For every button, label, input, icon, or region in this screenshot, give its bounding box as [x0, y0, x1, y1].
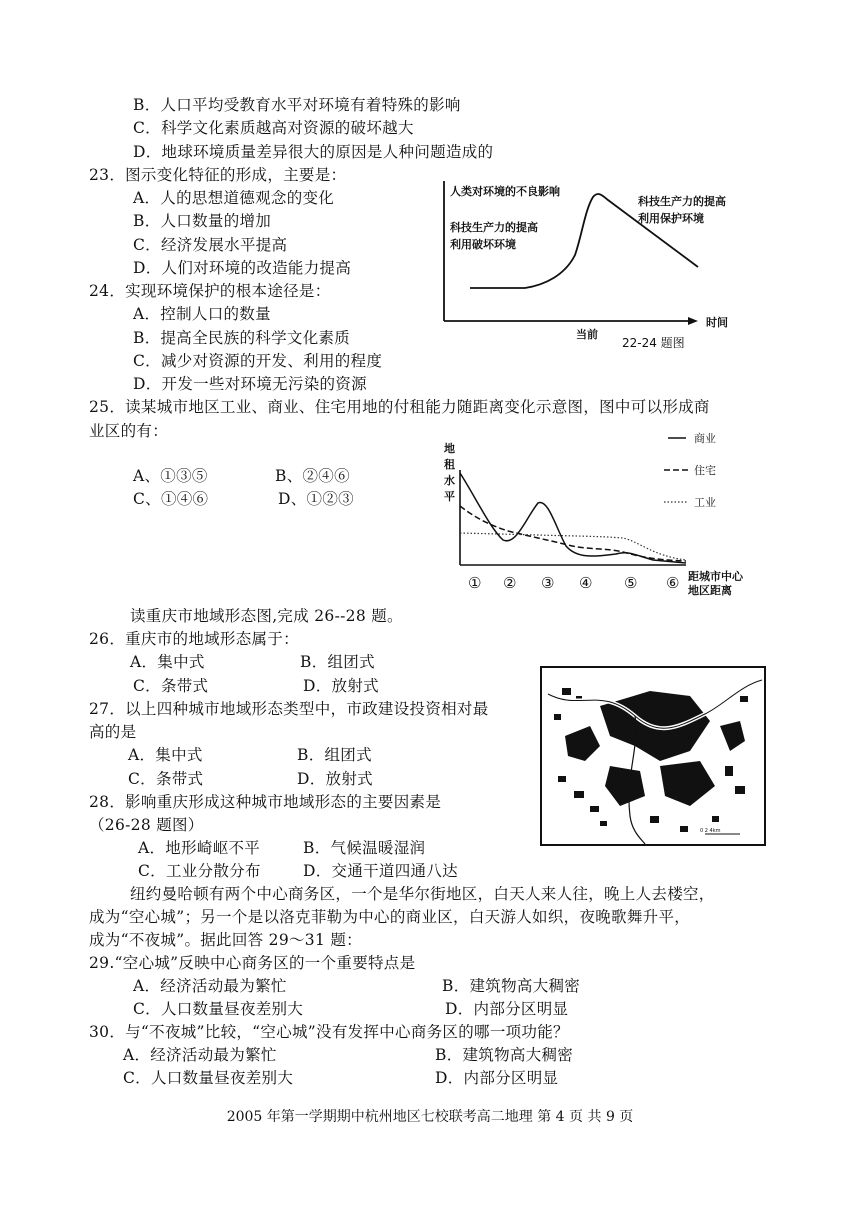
fig2-y-label-1: 地: [444, 442, 455, 455]
legend-residential-label: 住宅: [694, 464, 716, 477]
q24-option-d: D．开发一些对环境无污染的资源: [133, 375, 367, 393]
nyc-intro-line1: 纽约曼哈顿有两个中心商务区，一个是华尔街地区，白天人来人往，晚上人去楼空，: [130, 885, 715, 903]
q26-stem: 26．重庆市的地域形态属于：: [89, 630, 299, 648]
fig1-caption: 22-24 题图: [622, 336, 685, 350]
nyc-intro-line3: 成为“不夜城”。据此回答 29～31 题：: [89, 931, 362, 949]
q30-option-d: D．内部分区明显: [435, 1069, 559, 1087]
fig1-right-note-1: 科技生产力的提高: [638, 195, 726, 208]
q27-option-d: D．放射式: [297, 770, 373, 788]
fig2-y-label-2: 租: [444, 458, 455, 471]
q26-option-c: C．条带式: [133, 677, 209, 695]
q30-option-c: C．人口数量昼夜差别大: [123, 1069, 294, 1087]
nyc-intro-line2: 成为“空心城”；另一个是以洛克菲勒为中心的商业区，白天游人如织，夜晚歌舞升平，: [89, 908, 691, 926]
map-scale: 0 2 4km: [700, 828, 721, 834]
q27-option-c: C．条带式: [128, 770, 204, 788]
fig1-right-note-2: 利用保护环境: [638, 212, 704, 225]
fig1-x-label: 时间: [706, 316, 728, 329]
intro-26-28: 读重庆市地域形态图,完成 26--28 题。: [130, 607, 403, 625]
figure-environment-impact: [430, 175, 760, 360]
q23-option-c: C．经济发展水平提高: [133, 236, 288, 254]
q25-stem-line1: 25．读某城市地区工业、商业、住宅用地的付租能力随距离变化示意图，图中可以形成商: [89, 398, 710, 416]
q27-stem-line2: 高的是: [89, 723, 137, 741]
x-axis-arrow: [688, 317, 698, 325]
q28-option-b: B．气候温暖湿润: [303, 839, 426, 857]
q25-option-a: A、①③⑤: [133, 467, 208, 485]
fig2-x-label-2: 地区距离: [688, 584, 732, 597]
q24-option-a: A．控制人口的数量: [133, 305, 271, 323]
q29-stem: 29.“空心城”反映中心商务区的一个重要特点是: [89, 954, 416, 972]
q29-option-a: A．经济活动最为繁忙: [133, 977, 287, 995]
legend-industrial-label: 工业: [694, 496, 716, 509]
fig1-y-label: 人类对环境的不良影响: [450, 185, 560, 198]
tick-4: ④: [579, 574, 593, 592]
fig1-left-note-1: 科技生产力的提高: [450, 221, 538, 234]
q27-option-a: A．集中式: [128, 746, 203, 764]
q30-option-a: A．经济活动最为繁忙: [123, 1046, 277, 1064]
q27-stem-line1: 27．以上四种城市地域形态类型中，市政建设投资相对最: [89, 700, 489, 718]
q25-option-c: C、①④⑥: [133, 490, 209, 508]
fig2-x-label-1: 距城市中心: [688, 570, 743, 583]
q27-option-b: B．组团式: [297, 746, 372, 764]
q23-option-a: A．人的思想道德观念的变化: [133, 189, 335, 207]
figure-bid-rent: [438, 428, 758, 600]
q22-option-c: C．科学文化素质越高对资源的破坏越大: [133, 119, 414, 137]
q28-option-d: D．交通干道四通八达: [303, 862, 458, 880]
q28-option-c: C．工业分散分布: [138, 862, 261, 880]
q26-option-a: A．集中式: [130, 653, 205, 671]
q24-option-b: B．提高全民族的科学文化素质: [133, 329, 351, 347]
fig2-y-label-4: 平: [444, 490, 455, 503]
fig2-y-label-3: 水: [444, 474, 455, 487]
q26-option-d: D．放射式: [303, 677, 379, 695]
fig1-left-note-2: 利用破坏环境: [450, 238, 516, 251]
q24-option-c: C．减少对资源的开发、利用的程度: [133, 352, 383, 370]
q25-stem-line2: 业区的有：: [89, 422, 169, 440]
q30-option-b: B．建筑物高大稠密: [435, 1046, 574, 1064]
commercial-curve: [460, 473, 686, 563]
legend-commercial-label: 商业: [694, 432, 716, 445]
tick-2: ②: [503, 574, 517, 592]
figure-chongqing-map: [540, 666, 766, 846]
q28-stem-line2: （26-28 题图）: [89, 816, 204, 834]
q25-option-b: B、②④⑥: [275, 467, 350, 485]
fig1-now-label: 当前: [576, 328, 598, 341]
q23-option-d: D．人们对环境的改造能力提高: [133, 259, 352, 277]
tick-1: ①: [468, 574, 482, 592]
q24-stem: 24．实现环境保护的根本途径是：: [89, 282, 331, 300]
q28-option-a: A．地形崎岖不平: [138, 839, 261, 857]
q25-option-d: D、①②③: [278, 490, 354, 508]
q26-option-b: B．组团式: [300, 653, 375, 671]
q23-stem: 23．图示变化特征的形成，主要是：: [89, 166, 347, 184]
q28-stem-line1: 28．影响重庆形成这种城市地域形态的主要因素是: [89, 793, 442, 811]
tick-3: ③: [541, 574, 555, 592]
residential-curve: [460, 506, 686, 561]
q29-option-d: D．内部分区明显: [445, 1000, 569, 1018]
tick-5: ⑤: [624, 574, 638, 592]
q29-option-b: B．建筑物高大稠密: [442, 977, 581, 995]
q22-option-d: D．地球环境质量差异很大的原因是人种问题造成的: [133, 143, 494, 161]
page-footer: 2005 年第一学期期中杭州地区七校联考高二地理 第 4 页 共 9 页: [226, 1109, 634, 1125]
q29-option-c: C．人口数量昼夜差别大: [133, 1000, 304, 1018]
tick-6: ⑥: [666, 574, 680, 592]
q23-option-b: B．人口数量的增加: [133, 212, 272, 230]
q22-option-b: B．人口平均受教育水平对环境有着特殊的影响: [133, 96, 461, 114]
q30-stem: 30．与“不夜城”比较，“空心城”没有发挥中心商务区的哪一项功能？: [89, 1023, 569, 1041]
